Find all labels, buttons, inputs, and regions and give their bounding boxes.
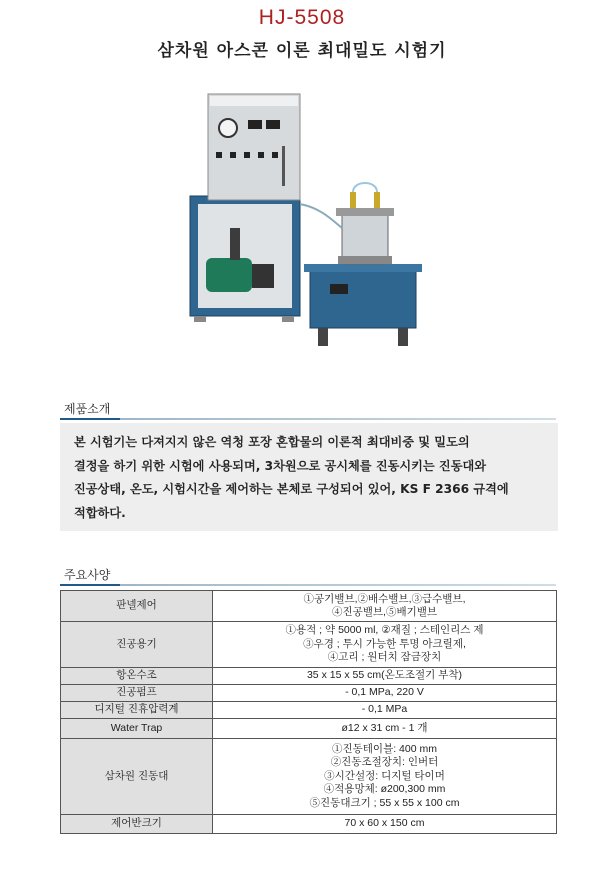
intro-divider (60, 418, 556, 420)
spec-value (213, 719, 557, 739)
spec-value-line: ①용적 ; 약 5000 ml, ②재질 ; 스테인리스 제 (285, 624, 484, 637)
spec-label: 진공펌프 (61, 685, 213, 702)
intro-line: 진공상태, 온도, 시험시간을 제어하는 본체로 구성되어 있어, KS F 2366 규격에 (74, 482, 509, 496)
spec-value-line: ②진동조절장치: 인버터 (330, 756, 439, 769)
spec-label: 디지털 진휴압력계 (61, 702, 213, 719)
spec-label: 삼차원 진동대 (61, 739, 213, 815)
spec-value-line: ④진공밸브,⑤배기밸브 (331, 606, 438, 618)
spec-value-line: ⑤진동대크기 ; 55 x 55 x 100 cm (309, 796, 460, 809)
spec-value-line: ①공기밸브,②배수밸브,③급수밸브, (303, 592, 466, 605)
spec-value (213, 591, 557, 622)
spec-value (213, 668, 557, 685)
spec-value (213, 739, 557, 815)
spec-value-line: - 0,1 MPa (361, 703, 408, 716)
model-number: HJ-5508 (258, 6, 346, 29)
intro-box (60, 423, 558, 531)
intro-text (74, 431, 554, 525)
intro-section-header (60, 396, 556, 420)
spec-value (213, 815, 557, 834)
product-photo (170, 88, 438, 360)
spec-table (60, 590, 557, 834)
spec-value-line: ④적용망체: ø200,300 mm (323, 783, 446, 796)
spec-value-line: ③우경 ; 투시 가능한 투명 아크릴제, (303, 637, 466, 650)
spec-label: 판넬제어 (61, 591, 213, 622)
spec-value-line: ①진동테이블: 400 mm (332, 742, 437, 755)
table-row (61, 668, 557, 685)
spec-label: Water Trap (61, 719, 213, 739)
product-title: 삼차원 아스콘 이론 최대밀도 시험기 (157, 41, 447, 61)
spec-value-line: ④고리 ; 원터치 잠금장치 (327, 651, 442, 664)
table-row (61, 739, 557, 815)
table-row (61, 622, 557, 668)
spec-value-line: - 0,1 MPa, 220 V (345, 686, 424, 699)
spec-value (213, 702, 557, 719)
spec-label: 진공용기 (61, 622, 213, 668)
table-row (61, 591, 557, 622)
table-row (61, 719, 557, 739)
spec-value-line: ③시간설정: 디지털 타이머 (324, 769, 445, 782)
spec-section-header (60, 562, 556, 586)
spec-label: 제어반크기 (61, 815, 213, 834)
spec-value (213, 685, 557, 702)
intro-line: 본 시험기는 다져지지 않은 역청 포장 혼합물의 이론적 최대비중 및 밀도의 (74, 435, 470, 449)
intro-line: 결정을 하기 위한 시험에 사용되며, 3차원으로 공시체를 진동시키는 진동대와 (74, 458, 487, 473)
table-row (61, 815, 557, 834)
intro-heading: 제품소개 (64, 402, 111, 416)
intro-line: 적합하다. (74, 505, 126, 520)
spec-value-line: 35 x 15 x 55 cm(온도조절기 부착) (306, 669, 463, 682)
spec-value (213, 622, 557, 668)
table-row (61, 685, 557, 702)
spec-heading: 주요사양 (64, 568, 111, 582)
spec-divider (60, 584, 556, 586)
spec-label: 항온수조 (61, 668, 213, 685)
table-row (61, 702, 557, 719)
spec-value-line: ø12 x 31 cm - 1 개 (341, 721, 428, 734)
spec-value-line: 70 x 60 x 150 cm (344, 817, 425, 830)
